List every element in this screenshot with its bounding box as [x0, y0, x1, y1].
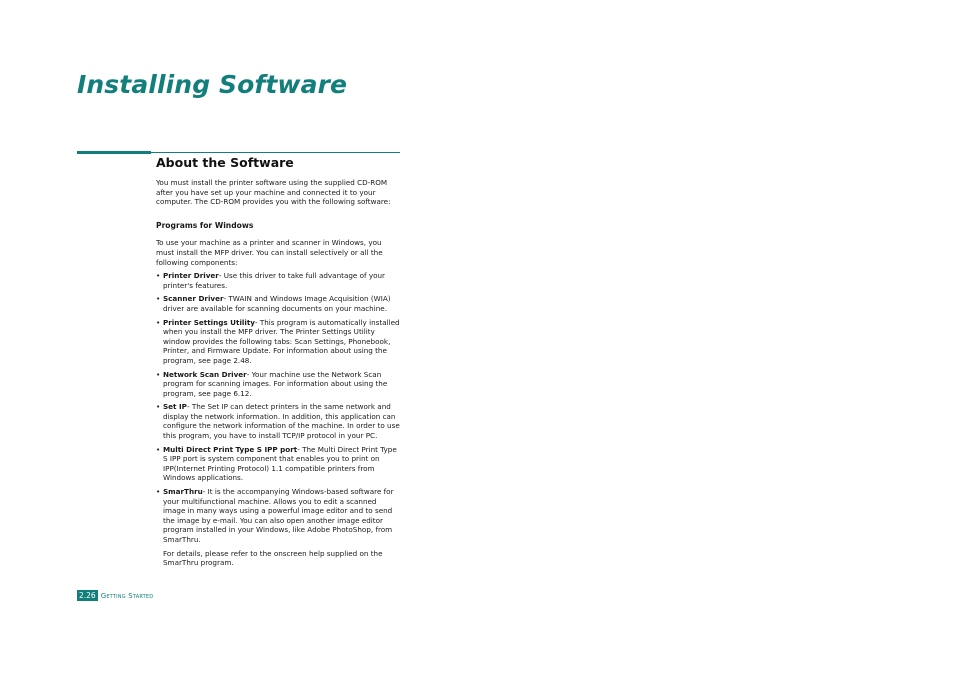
page-number: 2.26: [79, 591, 96, 600]
section-rule-line: [151, 152, 400, 153]
bullet-icon: •: [156, 444, 161, 454]
item-description: - Your machine use the Network Scan program for scanning images. For information about using the program, see page 6.12.: [163, 369, 388, 398]
list-item: [156, 318, 400, 366]
item-description: - The Set IP can detect printers in the same network and display the network information. In addition, this application can configure the network information of the machine. In order to use this program, you have to install TCP/IP protocol in your PC.: [163, 402, 400, 441]
list-item: [156, 445, 400, 483]
list-item: [156, 402, 400, 440]
bullet-icon: •: [156, 369, 161, 379]
item-term: Multi Direct Print Type S IPP port: [163, 444, 298, 454]
item-description: - TWAIN and Windows Image Acquisition (WIA) driver are available for scanning documents on your machine.: [163, 294, 391, 313]
section-body: [156, 178, 400, 568]
bullet-icon: •: [156, 487, 161, 497]
intro-paragraph: You must install the printer software using the supplied CD-ROM after you have set up your machine and connected it to your computer. The CD-ROM provides you with the following software:: [156, 178, 391, 207]
item-term: Set IP: [163, 402, 187, 412]
item-term: Scanner Driver: [163, 294, 224, 304]
item-term: Network Scan Driver: [163, 369, 247, 379]
item-term: Printer Driver: [163, 271, 219, 281]
chapter-label: Getting Started: [100, 591, 154, 600]
item-description: - The Multi Direct Print Type S IPP port is system component that enables you to print on IPP(Internet Printing Protocol) 1.1 compatible printers from Windows applications.: [163, 444, 397, 483]
item-description: - It is the accompanying Windows-based software for your multifunctional machine. Allows you to edit a scanned image in many ways using a powerful image editor and to send the image by e-mail. You can also open another image editor program installed in your Windows, like Adobe PhotoShop, from SmarThru.: [163, 487, 394, 544]
list-item: [156, 487, 400, 545]
closing-paragraph: For details, please refer to the onscreen help supplied on the SmarThru program.: [163, 548, 383, 568]
page-footer: [77, 590, 153, 601]
list-item: [156, 294, 400, 313]
component-list: [156, 271, 400, 544]
list-item: [156, 370, 400, 399]
bullet-icon: •: [156, 317, 161, 327]
item-term: SmarThru: [163, 487, 203, 497]
page-title: Installing Software: [77, 70, 348, 99]
bullet-icon: •: [156, 402, 161, 412]
item-term: Printer Settings Utility: [163, 317, 255, 327]
subheading-programs-for-windows: Programs for Windows: [156, 220, 254, 230]
list-item: [156, 271, 400, 290]
bullet-icon: •: [156, 271, 161, 281]
section-rule-accent: [77, 151, 151, 154]
item-description: - Use this driver to take full advantage of your printer's features.: [163, 271, 386, 290]
item-description: - This program is automatically installed when you install the MFP driver. The Printer Settings Utility window provides the following tabs: Scan Settings, Phonebook, Printer, and Firmware Update. For information about using the program, see page 2.48.: [163, 317, 400, 365]
bullet-icon: •: [156, 294, 161, 304]
section-heading: About the Software: [156, 155, 294, 170]
lead-paragraph: To use your machine as a printer and scanner in Windows, you must install the MFP driver. You can install selectively or all the following components:: [156, 238, 383, 267]
